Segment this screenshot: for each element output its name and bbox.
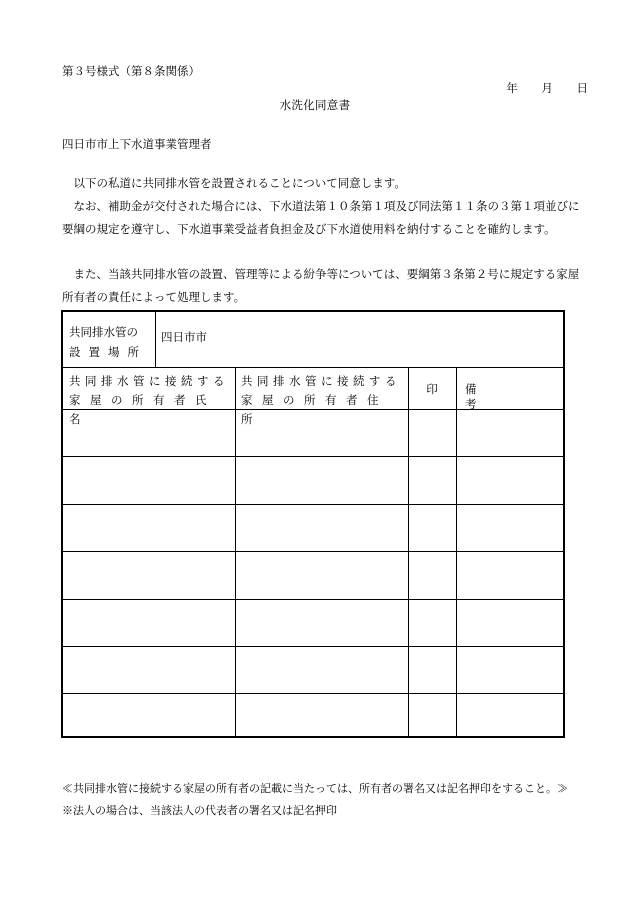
table-row-3-name-cell[interactable] — [63, 505, 235, 551]
location-label — [69, 322, 153, 362]
date-day-label: 日 — [576, 81, 588, 95]
table-row-2-name-cell[interactable] — [63, 457, 235, 504]
table-row-6-name-cell[interactable] — [63, 647, 235, 693]
footnote-corporation: ※法人の場合は、当該法人の代表者の署名又は記名押印 — [62, 804, 337, 817]
consent-paragraph-3: また、当該共同排水管の設置、管理等による紛争等については、要綱第３条第２号に規定する家屋所有者の責任によって処理します。 — [62, 267, 580, 304]
addressee: 四日市市上下水道事業管理者 — [62, 137, 212, 151]
header-seal: 印 — [426, 382, 438, 396]
header-owner-address-line1: 共同排水管に接続する — [241, 374, 401, 388]
location-label-line2: 設置場所 — [69, 345, 147, 359]
table-row-1-name-cell[interactable] — [63, 410, 235, 456]
location-bottom-border — [63, 367, 563, 368]
document-title: 水洗化同意書 — [279, 98, 351, 112]
header-owner-address — [241, 372, 405, 429]
location-value[interactable]: 四日市市 — [161, 330, 207, 344]
location-divider — [155, 312, 156, 367]
consent-paragraph-1: 以下の私道に共同排水管を設置されることについて同意します。 — [73, 176, 406, 190]
header-owner-name-line1: 共同排水管に接続する — [69, 374, 229, 388]
table-row-5-name-cell[interactable] — [63, 600, 235, 646]
header-notes: 備考 — [465, 382, 533, 411]
consent-table — [61, 310, 565, 738]
table-row-7-name-cell[interactable] — [63, 694, 235, 738]
header-owner-address-line2: 家屋の所有者住所 — [241, 393, 388, 426]
date-line — [506, 81, 588, 96]
table-row-4-name-cell[interactable] — [63, 552, 235, 599]
form-number: 第３号様式（第８条関係） — [62, 64, 200, 78]
consent-paragraph-2: なお、補助金が交付された場合には、下水道法第１０条第１項及び同法第１１条の３第１項並びに要綱の規定を遵守し、下水道事業受益者負担金及び下水道使用料を納付することを確約します。 — [62, 199, 580, 236]
footnote-signature-instruction: ≪共同排水管に接続する家屋の所有者の記載に当たっては、所有者の署名又は記名押印をすること。≫ — [62, 782, 568, 795]
date-month-label: 月 — [541, 81, 553, 95]
date-year-label: 年 — [506, 81, 518, 95]
header-owner-name-line2: 家屋の所有者氏名 — [69, 393, 216, 426]
location-label-line1: 共同排水管の — [69, 325, 138, 339]
